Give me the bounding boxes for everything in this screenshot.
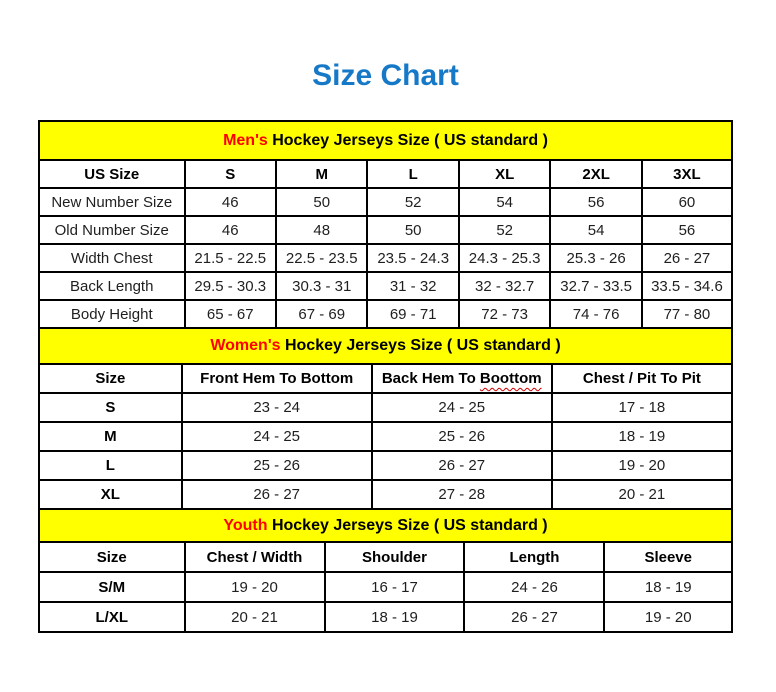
- table-row: [39, 480, 732, 509]
- table-row: [39, 244, 732, 272]
- table-cell: 54: [550, 216, 641, 244]
- table-cell: 19 - 20: [185, 572, 325, 602]
- table-cell: 56: [550, 188, 641, 216]
- table-cell: 30.3 - 31: [276, 272, 367, 300]
- header-cell: 3XL: [642, 160, 732, 188]
- header-cell: M: [276, 160, 367, 188]
- header-text: Back Hem To: [381, 370, 480, 387]
- header-cell: [372, 364, 552, 393]
- mens-banner-highlight: Men's: [223, 131, 268, 149]
- row-label-cell: XL: [39, 480, 182, 509]
- mens-banner-text: Hockey Jerseys Size ( US standard ): [267, 131, 548, 149]
- row-label-cell: Old Number Size: [39, 216, 185, 244]
- header-cell: Chest / Pit To Pit: [552, 364, 732, 393]
- table-cell: 56: [642, 216, 732, 244]
- table-row: [39, 272, 732, 300]
- womens-banner-highlight: Women's: [210, 337, 281, 354]
- table-cell: 18 - 19: [325, 602, 465, 632]
- row-label-cell: M: [39, 422, 182, 451]
- page-title: Size Chart: [312, 59, 459, 92]
- table-cell: 67 - 69: [276, 300, 367, 328]
- table-row: [39, 216, 732, 244]
- table-cell: 52: [367, 188, 458, 216]
- womens-banner-row: [39, 328, 732, 364]
- row-label-cell: Width Chest: [39, 244, 185, 272]
- table-cell: 16 - 17: [325, 572, 465, 602]
- table-row: [39, 422, 732, 451]
- table-cell: 26 - 27: [642, 244, 732, 272]
- header-cell: 2XL: [550, 160, 641, 188]
- youth-banner-highlight: Youth: [223, 516, 268, 534]
- youth-banner: [39, 509, 732, 542]
- table-row: [39, 300, 732, 328]
- table-cell: 19 - 20: [604, 602, 732, 632]
- table-cell: 46: [185, 216, 276, 244]
- table-cell: 22.5 - 23.5: [276, 244, 367, 272]
- table-row: [39, 602, 732, 632]
- header-cell: S: [185, 160, 276, 188]
- table-cell: 31 - 32: [367, 272, 458, 300]
- table-cell: 25 - 26: [182, 451, 372, 480]
- table-cell: 72 - 73: [459, 300, 550, 328]
- table-cell: 74 - 76: [550, 300, 641, 328]
- table-cell: 18 - 19: [552, 422, 732, 451]
- header-cell: Front Hem To Bottom: [182, 364, 372, 393]
- table-cell: 19 - 20: [552, 451, 732, 480]
- table-cell: 24 - 25: [182, 422, 372, 451]
- table-cell: 48: [276, 216, 367, 244]
- table-cell: 26 - 27: [182, 480, 372, 509]
- table-cell: 29.5 - 30.3: [185, 272, 276, 300]
- womens-header-row: [39, 364, 732, 393]
- table-cell: 26 - 27: [372, 451, 552, 480]
- row-label-cell: S: [39, 393, 182, 422]
- header-cell: XL: [459, 160, 550, 188]
- table-cell: 24 - 25: [372, 393, 552, 422]
- table-cell: 46: [185, 188, 276, 216]
- mens-banner: [39, 121, 732, 160]
- table-row: [39, 188, 732, 216]
- table-cell: 24 - 26: [464, 572, 604, 602]
- header-cell: Size: [39, 364, 182, 393]
- row-label-cell: L/XL: [39, 602, 185, 632]
- table-cell: 23 - 24: [182, 393, 372, 422]
- table-cell: 17 - 18: [552, 393, 732, 422]
- header-cell: Length: [464, 542, 604, 572]
- table-row: [39, 451, 732, 480]
- table-cell: 65 - 67: [185, 300, 276, 328]
- table-cell: 54: [459, 188, 550, 216]
- table-cell: 50: [367, 216, 458, 244]
- row-label-cell: S/M: [39, 572, 185, 602]
- table-row: [39, 572, 732, 602]
- womens-size-table: [38, 327, 733, 510]
- youth-header-row: [39, 542, 732, 572]
- table-cell: 20 - 21: [552, 480, 732, 509]
- youth-size-table: [38, 508, 733, 633]
- header-cell: Size: [39, 542, 185, 572]
- youth-banner-text: Hockey Jerseys Size ( US standard ): [267, 516, 548, 534]
- table-cell: 50: [276, 188, 367, 216]
- table-cell: 52: [459, 216, 550, 244]
- table-cell: 25 - 26: [372, 422, 552, 451]
- table-cell: 60: [642, 188, 732, 216]
- mens-header-row: [39, 160, 732, 188]
- table-cell: 24.3 - 25.3: [459, 244, 550, 272]
- table-cell: 69 - 71: [367, 300, 458, 328]
- table-cell: 20 - 21: [185, 602, 325, 632]
- header-cell: Shoulder: [325, 542, 465, 572]
- table-cell: 18 - 19: [604, 572, 732, 602]
- table-cell: 23.5 - 24.3: [367, 244, 458, 272]
- table-row: [39, 393, 732, 422]
- table-cell: 26 - 27: [464, 602, 604, 632]
- table-cell: 77 - 80: [642, 300, 732, 328]
- header-cell: Sleeve: [604, 542, 732, 572]
- header-cell: Chest / Width: [185, 542, 325, 572]
- row-label-cell: Body Height: [39, 300, 185, 328]
- table-cell: 33.5 - 34.6: [642, 272, 732, 300]
- table-cell: 32.7 - 33.5: [550, 272, 641, 300]
- row-label-cell: L: [39, 451, 182, 480]
- row-label-cell: Back Length: [39, 272, 185, 300]
- row-label-cell: New Number Size: [39, 188, 185, 216]
- header-cell: L: [367, 160, 458, 188]
- womens-banner-text: Hockey Jerseys Size ( US standard ): [280, 337, 561, 354]
- mens-size-table: [38, 120, 733, 329]
- table-cell: 25.3 - 26: [550, 244, 641, 272]
- table-cell: 32 - 32.7: [459, 272, 550, 300]
- table-cell: 27 - 28: [372, 480, 552, 509]
- youth-banner-row: [39, 509, 732, 542]
- womens-banner: [39, 328, 732, 364]
- misspelled-word: Boottom: [479, 370, 542, 387]
- header-cell: US Size: [39, 160, 185, 188]
- mens-banner-row: [39, 121, 732, 160]
- table-cell: 21.5 - 22.5: [185, 244, 276, 272]
